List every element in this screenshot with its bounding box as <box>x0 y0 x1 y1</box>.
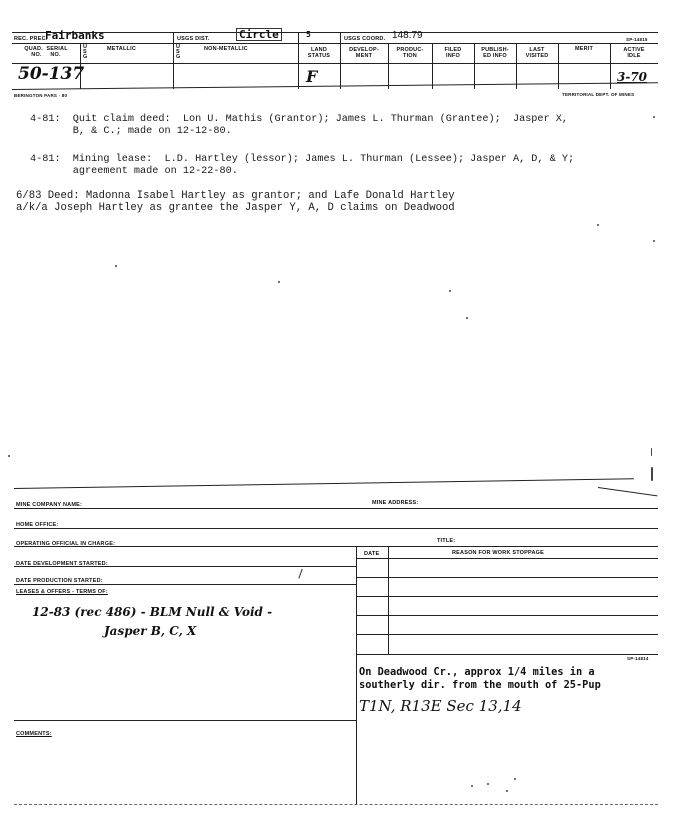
operating-official-label: OPERATING OFFICIAL IN CHARGE: <box>16 541 116 547</box>
home-office-label: HOME OFFICE: <box>16 522 59 528</box>
stoppage-reason-label: REASON FOR WORK STOPPAGE <box>452 550 544 556</box>
form-number: SP-14815 <box>626 37 648 42</box>
col-land-status: LAND STATUS <box>307 47 331 59</box>
col-usgs-left: U S G <box>83 44 88 60</box>
col-published-info: PUBLISH- ED INFO <box>481 47 509 59</box>
date-development-label: DATE DEVELOPMENT STARTED: <box>16 561 108 567</box>
col-active-idle: ACTIVE IDLE <box>623 47 645 59</box>
legal-description: T1N, R13E Sec 13,14 <box>359 697 522 715</box>
title-label: TITLE: <box>437 538 456 544</box>
col-metallic: METALLIC <box>107 46 136 52</box>
footer-strip-right: TERRITORIAL DEPT. OF MINES <box>562 92 635 97</box>
col3-value: 5 <box>306 30 311 39</box>
mine-address-label: MINE ADDRESS: <box>372 500 419 506</box>
lease-note-line1: 12-83 (rec 486) - BLM Null & Void - <box>32 605 273 619</box>
col-usgs-right: U S G <box>176 44 181 60</box>
entry-quit-claim-deed: 4-81: Quit claim deed: Lon U. Mathis (Grantor); James L. Thurman (Grantee); Jasper X, B, & C.; made on 12-12-80. <box>30 114 568 137</box>
col-non-metallic: NON-METALLIC <box>204 46 248 52</box>
date-production-label: DATE PRODUCTION STARTED: <box>16 578 103 584</box>
usgs-dist-value: Circle <box>236 28 282 41</box>
footer-strip-left: BERINGTON PARS · 80 <box>14 93 68 98</box>
stoppage-date-label: DATE <box>364 551 380 557</box>
usgs-coord-label: USGS COORD. <box>344 36 386 42</box>
last-visited-value: 3-70 <box>617 70 648 84</box>
rec-prec-label: REC. PREC. <box>14 36 48 42</box>
usgs-coord-value: 148.79 <box>392 30 423 41</box>
lease-note-line2: Jasper B, C, X <box>104 624 197 638</box>
form-number-2: SP-14814 <box>627 656 649 661</box>
col-last-visited: LAST VISITED <box>525 47 549 59</box>
comments-label: COMMENTS: <box>16 731 52 737</box>
land-status-value: F <box>306 67 318 86</box>
col-production: PRODUC- TION <box>396 47 424 59</box>
leases-offers-label: LEASES & OFFERS - TERMS OF: <box>16 589 108 595</box>
usgs-dist-label: USGS DIST. <box>177 36 210 42</box>
quad-serial-value: 50-137 <box>18 64 85 84</box>
entry-mining-lease: 4-81: Mining lease: L.D. Hartley (lessor); James L. Thurman (Lessee); Jasper A, D, & Y; agreement made on 12-22-80. <box>30 154 575 177</box>
col-filed-info: FILED INFO <box>444 47 462 59</box>
rec-prec-value: Fairbanks <box>45 29 105 42</box>
entry-deed-1983: 6/83 Deed: Madonna Isabel Hartley as grantor; and Lafe Donald Hartley a/k/a Joseph Hartley as grantee the Jasper Y, A, D claims on Deadwood <box>16 190 455 214</box>
location-description: On Deadwood Cr., approx 1/4 miles in a southerly dir. from the mouth of 25-Pup <box>359 666 601 691</box>
col-quad-serial: QUAD. SERIAL NO. NO. <box>24 46 68 58</box>
col-merit: MERIT <box>574 46 594 52</box>
mine-company-name-label: MINE COMPANY NAME: <box>16 502 83 508</box>
col-development: DEVELOP- MENT <box>349 47 379 59</box>
